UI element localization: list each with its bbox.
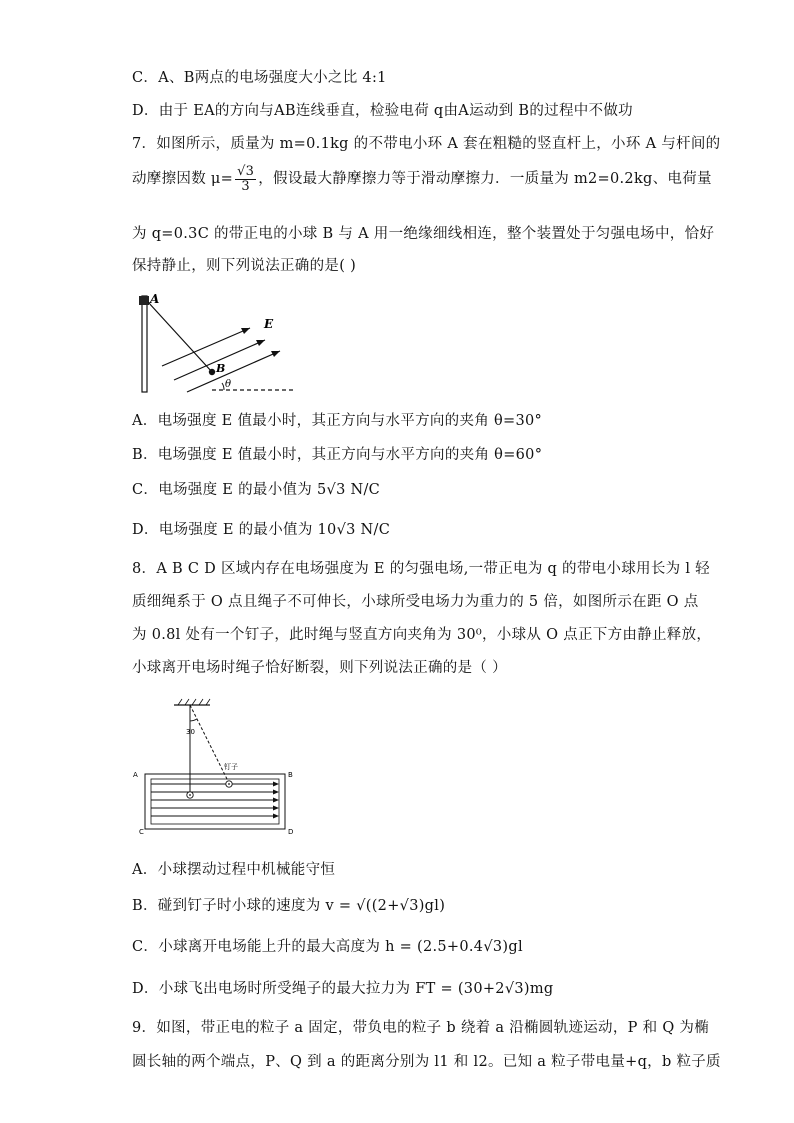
mu-fraction (235, 165, 256, 193)
q8-option-b: B．碰到钉子时小球的速度为 v = √((2+√3)gl) (132, 898, 446, 914)
q9-stem-line2: 圆长轴的两个端点，P、Q 到 a 的距离分别为 l1 和 l2。已知 a 粒子带电量+q，b 粒子质 (132, 1054, 721, 1070)
label-a: A (150, 292, 160, 306)
label-theta: θ (225, 379, 232, 390)
q8-option-c: C．小球离开电场能上升的最大高度为 h = (2.5+0.4√3)gl (132, 939, 523, 955)
thread (148, 302, 212, 372)
q7-stem-line1: 7．如图所示，质量为 m=0.1kg 的不带电小环 A 套在粗糙的竖直杆上，小环 A 与杆间的 (132, 136, 721, 152)
field-region (145, 774, 285, 829)
corner-d: D (288, 828, 294, 836)
q8-option-a: A．小球摆动过程中机械能守恒 (132, 862, 336, 878)
q7-option-a: A．电场强度 E 值最小时，其正方向与水平方向的夹角 θ=30° (132, 413, 543, 429)
ball-start-dot (189, 794, 191, 796)
field-region-inner (151, 779, 279, 824)
theta-arc (222, 383, 224, 390)
q7-option-d: D．电场强度 E 的最小值为 10√3 N/C (132, 522, 391, 538)
rope-dashed (190, 705, 229, 783)
field-arrowheads (273, 782, 279, 819)
mu-denominator: 3 (241, 178, 250, 194)
corner-a: A (133, 771, 138, 779)
q7-line2-pre: 动摩擦因数 μ= (132, 171, 234, 188)
label-b: B (216, 362, 226, 375)
ceiling-hatch (178, 699, 210, 705)
q7-stem-line4: 保持静止，则下列说法正确的是( ) (132, 258, 357, 274)
q8-stem-line1: 8．A B C D 区域内存在电场强度为 E 的匀强电场,一带正电为 q 的带电小球用长为 l 轻 (132, 561, 710, 577)
q8-stem-line4: 小球离开电场时绳子恰好断裂，则下列说法正确的是（ ） (132, 660, 507, 676)
q6-option-d: D．由于 EA的方向与AB连线垂直，检验电荷 q由A运动到 B的过程中不做功 (132, 103, 633, 119)
nail-label: 钉子 (224, 763, 238, 771)
angle-label: 30 (186, 728, 195, 736)
q7-stem-line2 (132, 165, 712, 193)
ball-nail-dot (228, 783, 230, 785)
q8-option-d: D．小球飞出电场时所受绳子的最大拉力为 FT = (30+2√3)mg (132, 981, 554, 997)
field-line-1 (162, 328, 250, 366)
q7-option-c: C．电场强度 E 的最小值为 5√3 N/C (132, 482, 381, 498)
q8-stem-line2: 质细绳系于 O 点且绳子不可伸长，小球所受电场力为重力的 5 倍，如图所示在距 O 点 (132, 594, 699, 610)
ring-a (139, 296, 149, 305)
q6-option-c: C．A、B两点的电场强度大小之比 4:1 (132, 70, 387, 86)
ball-b (209, 369, 215, 375)
angle-arc (190, 719, 197, 721)
field-line-3 (187, 351, 280, 392)
q7-stem-line3: 为 q=0.3C 的带正电的小球 B 与 A 用一绝缘细线相连，整个装置处于匀强电场中，恰好 (132, 226, 715, 242)
q8-figure (132, 696, 302, 838)
q7-option-b: B．电场强度 E 值最小时，其正方向与水平方向的夹角 θ=60° (132, 447, 543, 463)
field-lines (151, 784, 277, 816)
corner-c: C (139, 828, 144, 836)
q9-stem-line1: 9．如图，带正电的粒子 a 固定，带负电的粒子 b 绕着 a 沿椭圆轨迹运动，P 和 Q 为椭 (132, 1020, 710, 1036)
q8-stem-line3: 为 0.8l 处有一个钉子，此时绳与竖直方向夹角为 30⁰，小球从 O 点正下方由静止释放， (132, 627, 712, 643)
label-e: E (264, 317, 274, 331)
q7-figure (132, 288, 302, 396)
corner-b: B (288, 771, 293, 779)
vertical-rod (142, 296, 147, 392)
mu-numerator: √3 (237, 164, 255, 179)
q7-line2-post: ，假设最大静摩擦力等于滑动摩擦力．一质量为 m2=0.2kg、电荷量 (258, 171, 712, 188)
